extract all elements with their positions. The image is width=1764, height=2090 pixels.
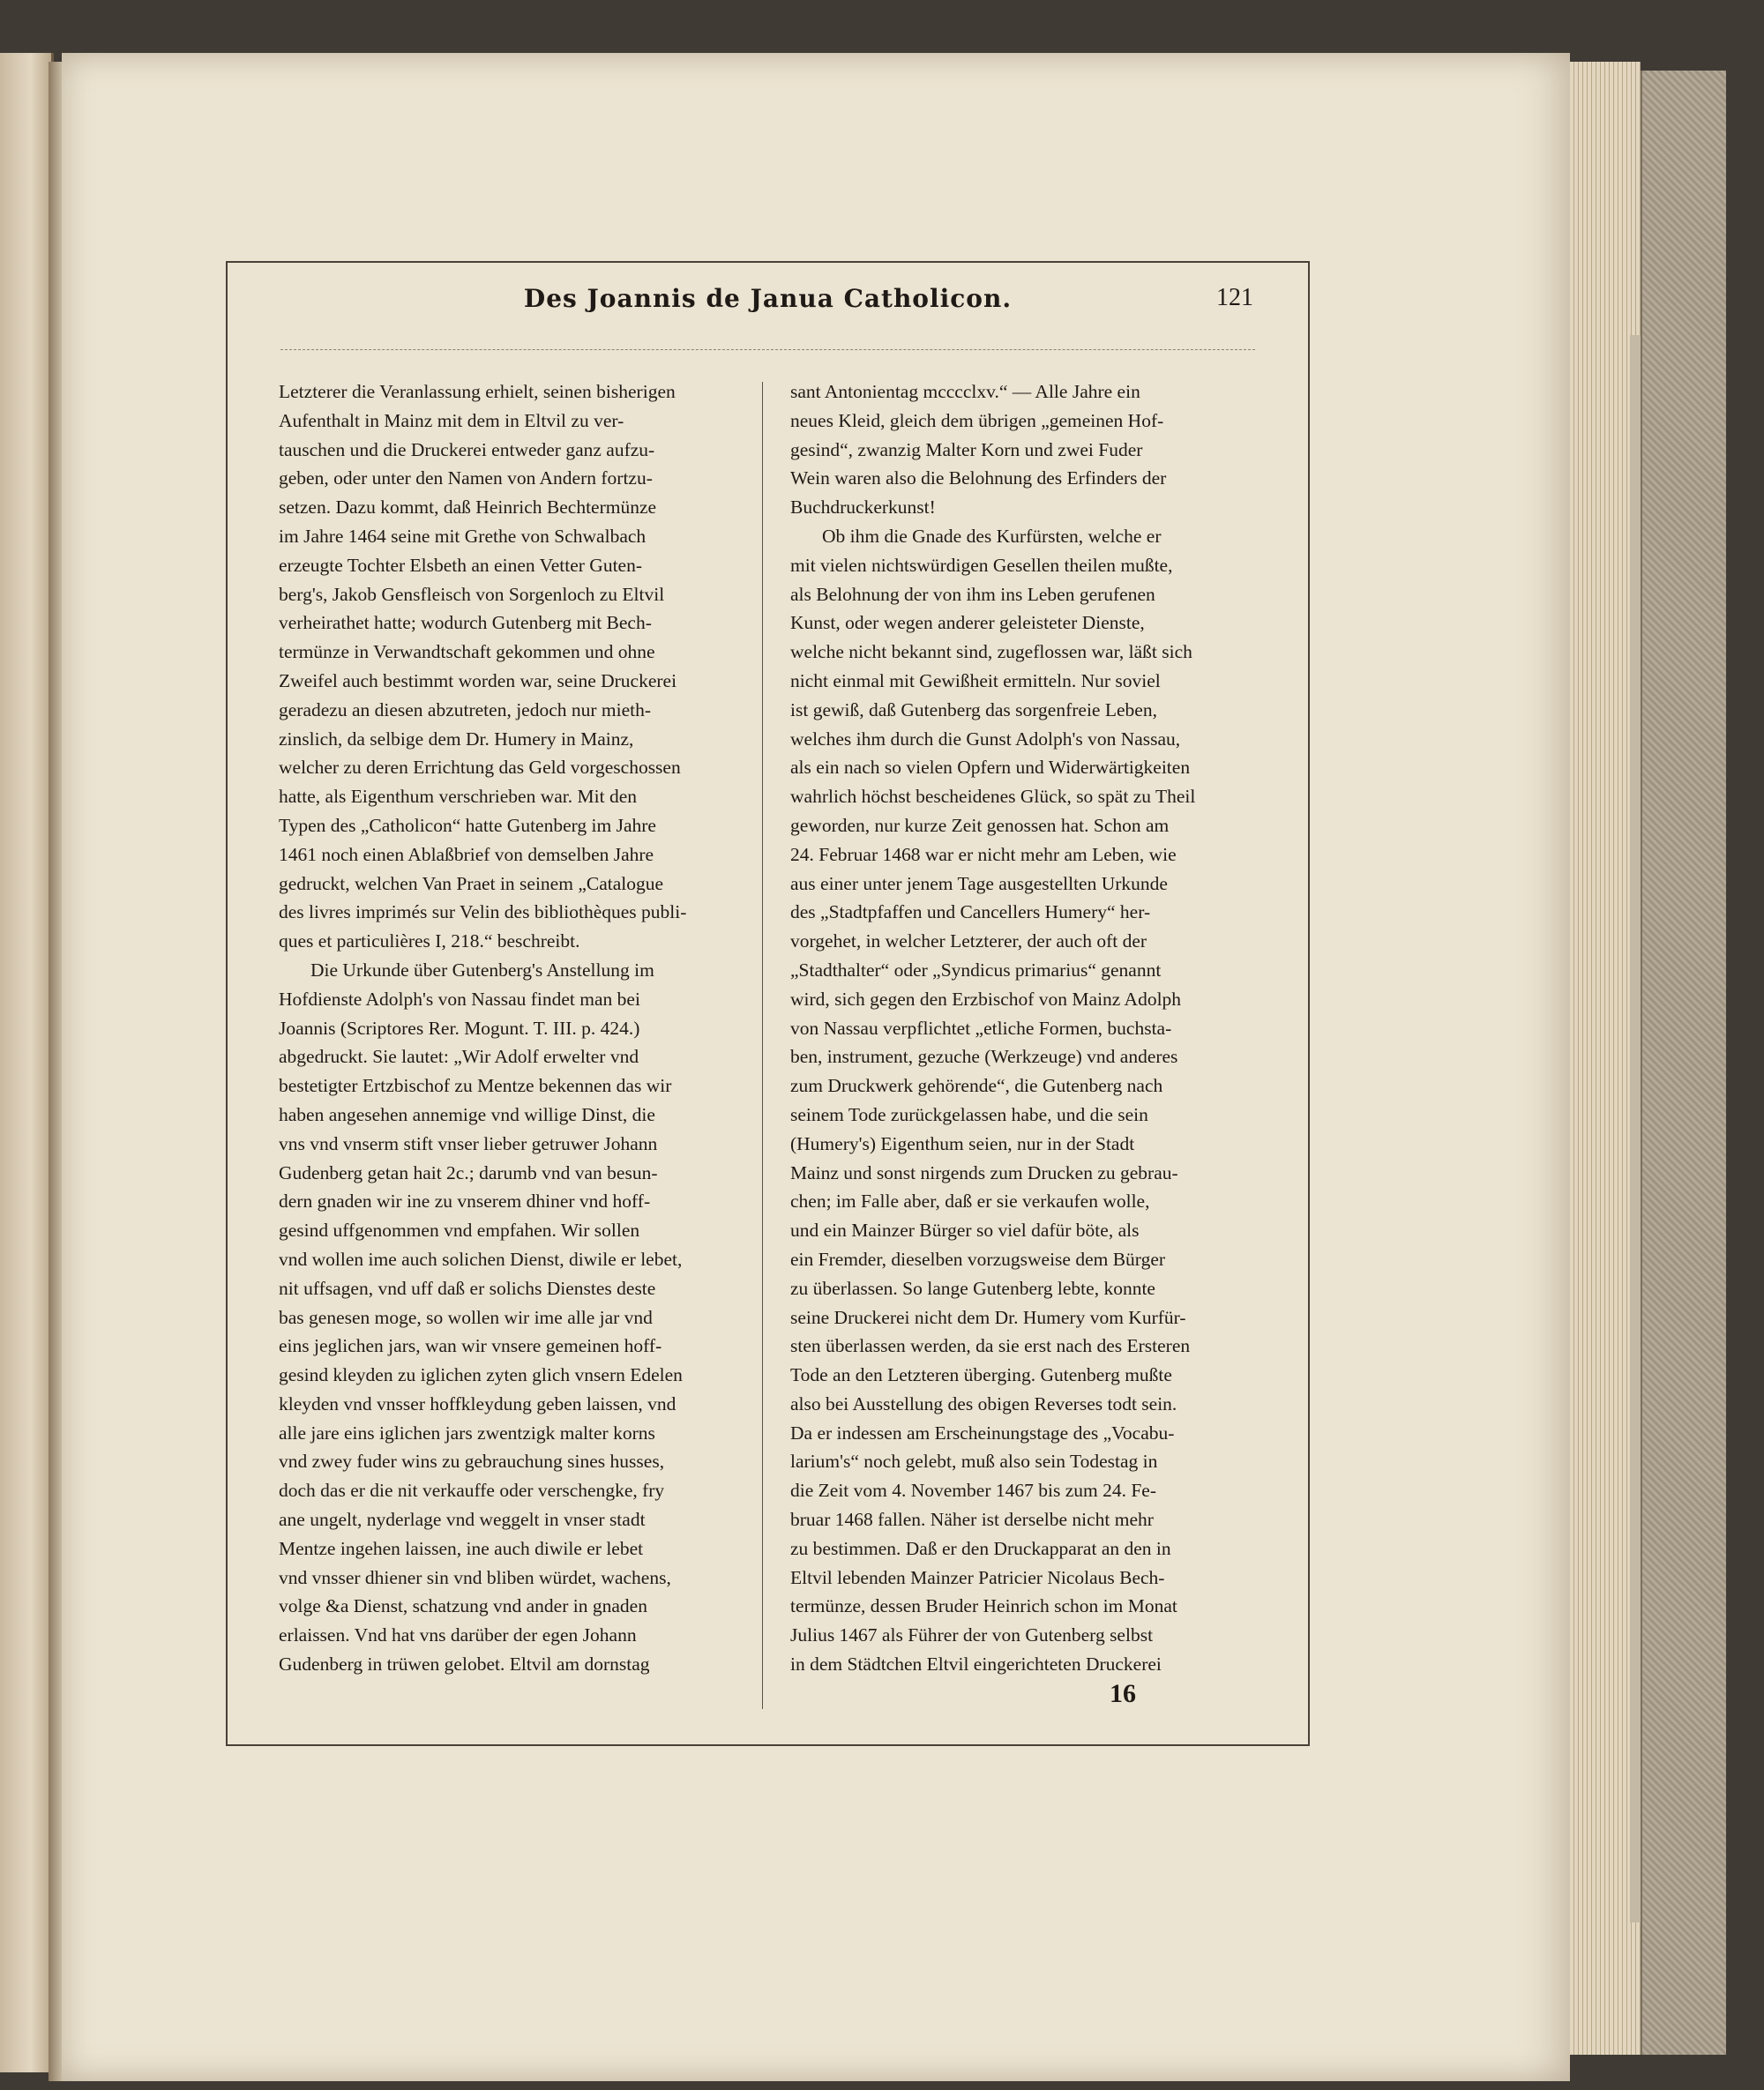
facing-page-edge <box>0 53 54 2072</box>
text-line: volge &a Dienst, schatzung vnd ander in gnaden <box>279 1595 647 1617</box>
text-line: vns vnd vnserm stift vnser lieber getruwer Johann <box>279 1132 658 1154</box>
text-line: geradezu an diesen abzutreten, jedoch nur mieth- <box>279 698 652 720</box>
text-line: bas genesen moge, so wollen wir ime alle jar vnd <box>279 1306 653 1328</box>
text-line: aus einer unter jenem Tage ausgestellten Urkunde <box>790 872 1168 894</box>
text-line: larium's“ noch gelebt, muß also sein Todestag in <box>790 1451 1158 1473</box>
page-header <box>228 284 1308 328</box>
text-line: eins jeglichen jars, wan wir vnsere gemeinen hoff- <box>279 1335 662 1357</box>
text-line: 24. Februar 1468 war er nicht mehr am Leben, wie <box>790 843 1177 865</box>
text-line: die Zeit vom 4. November 1467 bis zum 24. Fe- <box>790 1480 1156 1502</box>
column-divider <box>762 382 763 1709</box>
text-line: des „Stadtpfaffen und Cancellers Humery“ her- <box>790 901 1151 923</box>
text-line: Wein waren also die Belohnung des Erfinders der <box>790 467 1167 489</box>
text-line: Zweifel auch bestimmt worden war, seine Druckerei <box>279 669 677 691</box>
text-line: gesind uffgenommen vnd empfahen. Wir sollen <box>279 1220 640 1242</box>
text-line: termünze in Verwandtschaft gekommen und ohne <box>279 641 655 663</box>
text-line: zu bestimmen. Daß er den Druckapparat an den in <box>790 1537 1171 1559</box>
cloth-cover <box>1641 71 1726 2055</box>
text-frame <box>226 261 1310 1746</box>
text-line: erzeugte Tochter Elsbeth an einen Vetter Guten- <box>279 554 643 576</box>
text-line: Letzterer die Veranlassung erhielt, seinen bisherigen <box>279 381 676 402</box>
text-line: zum Druckwerk gehörende“, die Gutenberg nach <box>790 1075 1163 1097</box>
text-line: zu überlassen. So lange Gutenberg lebte, konnte <box>790 1277 1155 1299</box>
text-line: Mainz und sonst nirgends zum Drucken zu gebrau- <box>790 1161 1178 1183</box>
text-line: bestetigter Ertzbischof zu Mentze bekennen das wir <box>279 1075 672 1097</box>
text-line: vnd zwey fuder wins zu gebrauchung sines husses, <box>279 1451 665 1473</box>
text-line: Ob ihm die Gnade des Kurfürsten, welche er <box>822 525 1162 547</box>
text-line: gesind“, zwanzig Malter Korn und zwei Fuder <box>790 438 1143 460</box>
text-line: Aufenthalt in Mainz mit dem in Eltvil zu ver- <box>279 409 624 431</box>
text-line: (Humery's) Eigenthum seien, nur in der Stadt <box>790 1132 1135 1154</box>
text-line: neues Kleid, gleich dem übrigen „gemeinen Hof- <box>790 409 1164 431</box>
text-line: haben angesehen annemige vnd willige Dinst, die <box>279 1103 655 1125</box>
text-line: chen; im Falle aber, daß er sie verkaufen wolle, <box>790 1191 1150 1213</box>
text-line: seinem Tode zurückgelassen habe, und die sein <box>790 1103 1148 1125</box>
text-line: nicht einmal mit Gewißheit ermitteln. Nur soviel <box>790 669 1161 691</box>
text-line: kleyden vnd vnsser hoffkleydung geben laissen, vnd <box>279 1392 676 1414</box>
text-line: vnd vnsser dhiener sin vnd bliben würdet, wachens, <box>279 1566 671 1588</box>
text-line: seine Druckerei nicht dem Dr. Humery vom Kurfür- <box>790 1306 1186 1328</box>
text-line: „Stadthalter“ oder „Syndicus primarius“ genannt <box>790 959 1162 981</box>
text-line: ben, instrument, gezuche (Werkzeuge) vnd anderes <box>790 1046 1178 1068</box>
text-line: nit uffsagen, vnd uff daß er solichs Dienstes deste <box>279 1277 656 1299</box>
text-line: Typen des „Catholicon“ hatte Gutenberg im Jahre <box>279 814 656 836</box>
text-line: wahrlich höchst bescheidenes Glück, so spät zu Theil <box>790 786 1196 808</box>
text-line: geworden, nur kurze Zeit genossen hat. Schon am <box>790 814 1170 836</box>
text-line: Mentze ingehen laissen, ine auch diwile er lebet <box>279 1537 644 1559</box>
text-line: gesind kleyden zu iglichen zyten glich vnsern Edelen <box>279 1364 683 1386</box>
left-column <box>279 377 737 1679</box>
text-line: Hofdienste Adolph's von Nassau findet man bei <box>279 988 640 1010</box>
text-line: Joannis (Scriptores Rer. Mogunt. T. III. p. 424.) <box>279 1017 640 1039</box>
text-line: ist gewiß, daß Gutenberg das sorgenfreie Leben, <box>790 698 1157 720</box>
running-title: Des Joannis de Janua Catholicon. <box>523 284 1013 313</box>
text-line: als Belohnung der von ihm ins Leben gerufenen <box>790 583 1155 605</box>
text-line: also bei Ausstellung des obigen Reverses todt sein. <box>790 1392 1177 1414</box>
text-line: sant Antonientag mcccclxv.“ — Alle Jahre ein <box>790 381 1140 402</box>
text-line: mit vielen nichtswürdigen Gesellen theilen mußte, <box>790 554 1173 576</box>
text-line: in dem Städtchen Eltvil eingerichteten Druckerei <box>790 1653 1162 1676</box>
text-line: setzen. Dazu kommt, daß Heinrich Bechtermünze <box>279 496 657 519</box>
text-line: Gudenberg getan hait 2c.; darumb vnd van besun- <box>279 1161 658 1183</box>
text-line: sten überlassen werden, da sie erst nach des Ersteren <box>790 1335 1191 1357</box>
text-line: abgedruckt. Sie lautet: „Wir Adolf erwelter vnd <box>279 1046 639 1068</box>
text-line: berg's, Jakob Gensfleisch von Sorgenloch zu Eltvil <box>279 583 665 605</box>
text-line: Kunst, oder wegen anderer geleisteter Dienste, <box>790 612 1145 634</box>
text-line: im Jahre 1464 seine mit Grethe von Schwalbach <box>279 525 647 547</box>
text-line: welches ihm durch die Gunst Adolph's von Nassau, <box>790 728 1181 750</box>
text-line: ques et particulières I, 218.“ beschreibt. <box>279 930 580 952</box>
right-column <box>790 377 1249 1679</box>
text-line: Gudenberg in trüwen gelobet. Eltvil am dornstag <box>279 1653 650 1676</box>
text-line: dern gnaden wir ine zu vnserem dhiner vnd hoff- <box>279 1191 651 1213</box>
text-line: Eltvil lebenden Mainzer Patricier Nicolaus Bech- <box>790 1566 1165 1588</box>
text-line: termünze, dessen Bruder Heinrich schon im Monat <box>790 1595 1177 1617</box>
text-line: alle jare eins iglichen jars zwentzigk malter korns <box>279 1422 655 1444</box>
text-line: Julius 1467 als Führer der von Gutenberg selbst <box>790 1624 1154 1646</box>
text-line: geben, oder unter den Namen von Andern fortzu- <box>279 467 653 489</box>
text-line: tauschen und die Druckerei entweder ganz aufzu- <box>279 438 655 460</box>
text-line: vorgehet, in welcher Letzterer, der auch oft der <box>790 930 1147 952</box>
signature-mark: 16 <box>1110 1679 1136 1708</box>
text-line: als ein nach so vielen Opfern und Widerwärtigkeiten <box>790 757 1191 779</box>
text-line: Da er indessen am Erscheinungstage des „Vocabu- <box>790 1422 1175 1444</box>
text-line: wird, sich gegen den Erzbischof von Mainz Adolph <box>790 988 1182 1010</box>
text-line: Buchdruckerkunst! <box>790 496 936 519</box>
text-line: des livres imprimés sur Velin des bibliothèques publi- <box>279 901 687 923</box>
text-line: ein Fremder, dieselben vorzugsweise dem Bürger <box>790 1248 1166 1270</box>
text-line: gedruckt, welchen Van Praet in seinem „Catalogue <box>279 872 664 894</box>
text-line: ane ungelt, nyderlage vnd weggelt in vnser stadt <box>279 1509 646 1531</box>
text-line: vnd wollen ime auch solichen Dienst, diwile er lebet, <box>279 1248 683 1270</box>
text-line: doch das er die nit verkauffe oder verschengke, fry <box>279 1480 665 1502</box>
text-line: Die Urkunde über Gutenberg's Anstellung im <box>310 959 654 981</box>
header-rule <box>280 349 1255 350</box>
text-line: und ein Mainzer Bürger so viel dafür böte, als <box>790 1220 1140 1242</box>
text-line: welcher zu deren Errichtung das Geld vorgeschossen <box>279 757 681 779</box>
text-line: welche nicht bekannt sind, zugeflossen war, läßt sich <box>790 641 1192 663</box>
text-line: erlaissen. Vnd hat vns darüber der egen Johann <box>279 1624 637 1646</box>
text-line: von Nassau verpflichtet „etliche Formen, buchsta- <box>790 1017 1172 1039</box>
text-line: 1461 noch einen Ablaßbrief von demselben Jahre <box>279 843 654 865</box>
text-line: verheirathet hatte; wodurch Gutenberg mit Bech- <box>279 612 652 634</box>
text-line: bruar 1468 fallen. Näher ist derselbe nicht mehr <box>790 1509 1154 1531</box>
page-number: 121 <box>1216 284 1253 311</box>
text-line: hatte, als Eigenthum verschrieben war. Mit den <box>279 786 637 808</box>
text-line: Tode an den Letzteren überging. Gutenberg mußte <box>790 1364 1172 1386</box>
text-line: zinslich, da selbige dem Dr. Humery in Mainz, <box>279 728 634 750</box>
